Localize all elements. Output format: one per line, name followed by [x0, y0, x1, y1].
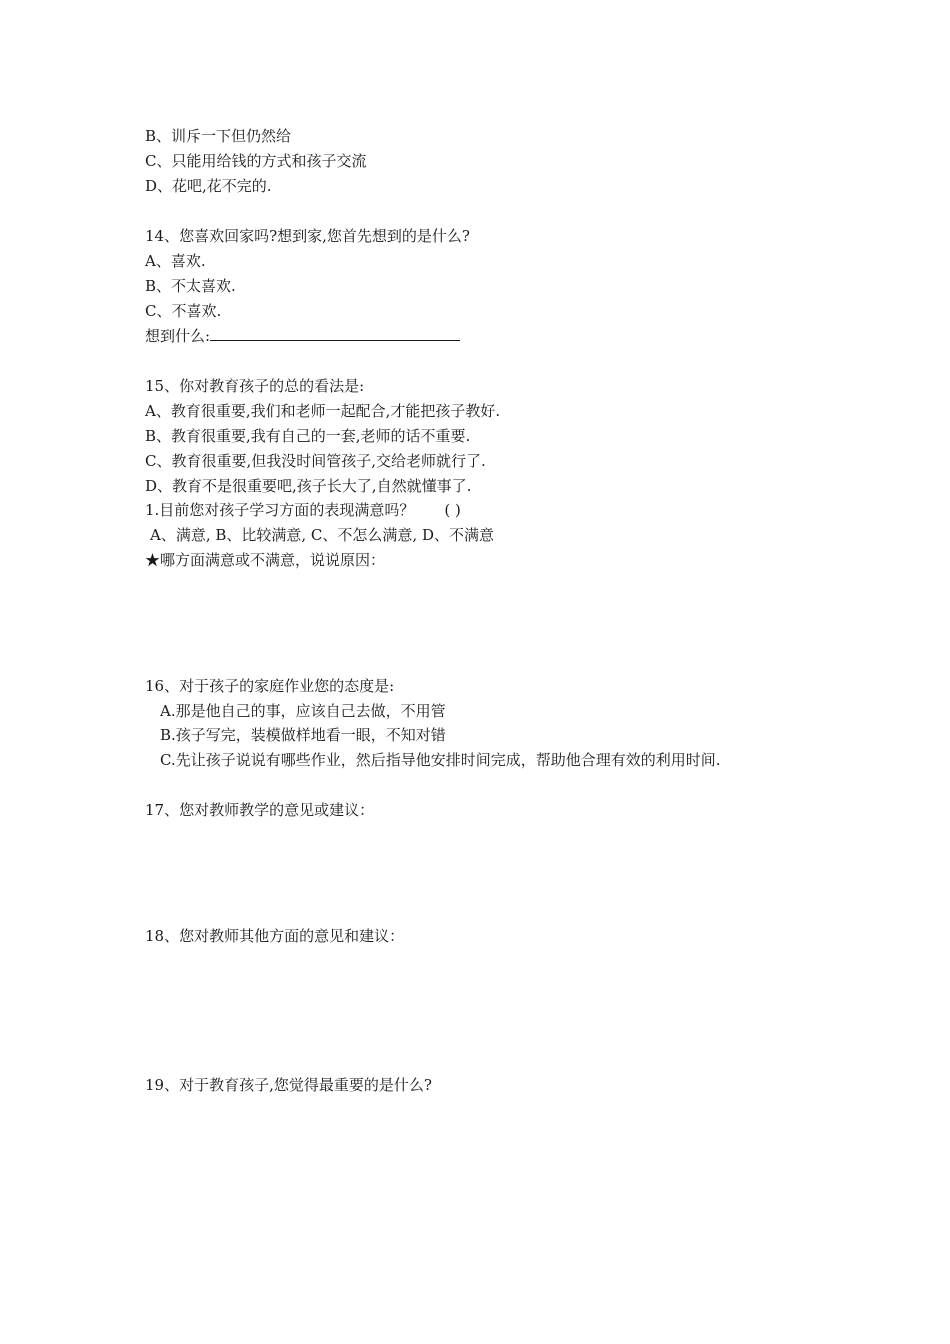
- q15-option-d: D、教育不是很重要吧,孩子长大了,自然就懂事了.: [145, 477, 472, 495]
- q14-question: 14、您喜欢回家吗?想到家,您首先想到的是什么?: [145, 227, 470, 245]
- q15-option-c: C、教育很重要,但我没时间管孩子,交给老师就行了.: [145, 452, 486, 470]
- q19-question: 19、对于教育孩子,您觉得最重要的是什么?: [145, 1076, 432, 1094]
- q15-option-a: A、教育很重要,我们和老师一起配合,才能把孩子教好.: [145, 402, 501, 420]
- q14-option-c: C、不喜欢.: [145, 302, 222, 320]
- q1-answer-paren[interactable]: ( ): [444, 501, 461, 519]
- q15-option-b: B、教育很重要,我有自己的一套,老师的话不重要.: [145, 427, 471, 445]
- q14-option-a: A、喜欢.: [145, 252, 206, 270]
- q16-option-c: C.先让孩子说说有哪些作业，然后指导他安排时间完成，帮助他合理有效的利用时间.: [160, 751, 721, 769]
- q1-options: A、满意, B、比较满意, C、不怎么满意, D、不满意: [150, 526, 494, 544]
- q15-question: 15、你对教育孩子的总的看法是:: [145, 377, 365, 395]
- q14-think-label: 想到什么:: [145, 327, 211, 345]
- q16-option-b: B.孩子写完，装模做样地看一眼，不知对错: [160, 726, 446, 744]
- q16-option-a: A.那是他自己的事，应该自己去做，不用管: [160, 702, 446, 720]
- q13-option-c: C、只能用给钱的方式和孩子交流: [145, 152, 367, 170]
- q14-think-row: [145, 326, 460, 346]
- q17-question: 17、您对教师教学的意见或建议：: [145, 801, 375, 819]
- q14-answer-blank[interactable]: [210, 326, 460, 341]
- q1-question: 1.目前您对孩子学习方面的表现满意吗？: [145, 501, 415, 519]
- q16-question: 16、对于孩子的家庭作业您的态度是:: [145, 677, 395, 695]
- q1-question-row: [145, 500, 461, 520]
- q13-option-b: B、训斥一下但仍然给: [145, 127, 292, 145]
- q1-reason-prompt: ★哪方面满意或不满意，说说原因：: [145, 551, 386, 569]
- q13-option-d: D、花吧,花不完的.: [145, 177, 272, 195]
- q18-question: 18、您对教师其他方面的意见和建议：: [145, 927, 405, 945]
- q14-option-b: B、不太喜欢.: [145, 277, 236, 295]
